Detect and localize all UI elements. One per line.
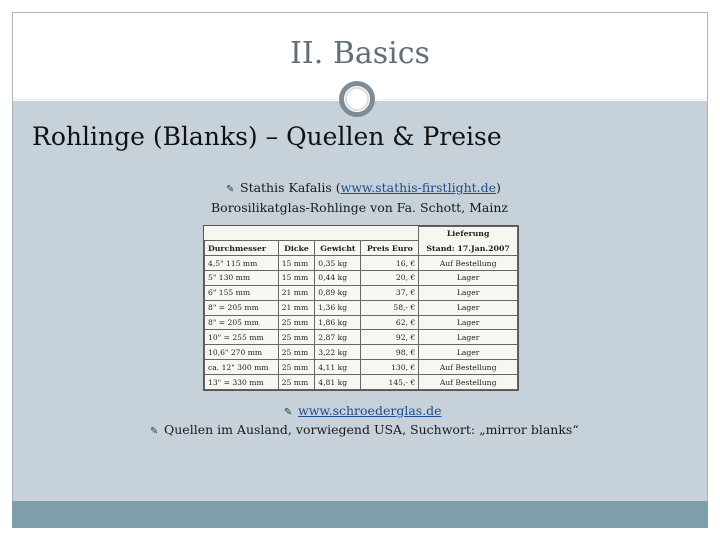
cell-lieferung: Lager (419, 285, 518, 300)
table-row (205, 360, 518, 375)
cell-lieferung: Lager (419, 300, 518, 315)
cell-dicke: 25 mm (278, 315, 315, 330)
ring-ornament-inner (345, 87, 369, 111)
cell-dicke: 21 mm (278, 285, 315, 300)
bullet-text-suffix: ) (496, 180, 501, 195)
cell-lieferung: Auf Bestellung (419, 256, 518, 271)
bullet-icon: ✎ (226, 184, 235, 195)
table-row (205, 256, 518, 271)
table-row (205, 300, 518, 315)
cell-gewicht: 0,35 kg (315, 256, 361, 271)
cell-lieferung: Auf Bestellung (419, 375, 518, 390)
cell-durchmesser: 4,5" 115 mm (205, 256, 279, 271)
cell-preis: 37, € (361, 285, 419, 300)
cell-durchmesser: 6" 155 mm (205, 285, 279, 300)
table-row (205, 330, 518, 345)
cell-dicke: 25 mm (278, 375, 315, 390)
cell-durchmesser: 10,6" 270 mm (205, 345, 279, 360)
cell-gewicht: 1,86 kg (315, 315, 361, 330)
cell-dicke: 15 mm (278, 271, 315, 286)
cell-preis: 130, € (361, 360, 419, 375)
bullet-text: Stathis Kafalis ( (240, 180, 341, 195)
table-row (205, 315, 518, 330)
divider-right (382, 99, 708, 100)
cell-preis: 20, € (361, 271, 419, 286)
cell-gewicht: 1,36 kg (315, 300, 361, 315)
cell-gewicht: 4,81 kg (315, 375, 361, 390)
slide-heading: Rohlinge (Blanks) – Quellen & Preise (32, 122, 502, 151)
bullet-ausland (150, 422, 579, 437)
cell-gewicht: 0,89 kg (315, 285, 361, 300)
cell-durchmesser: ca. 12" 300 mm (205, 360, 279, 375)
cell-dicke: 25 mm (278, 360, 315, 375)
bullet-text: Quellen im Ausland, vorwiegend USA, Suchwort: „mirror blanks“ (164, 422, 579, 437)
cell-preis: 98, € (361, 345, 419, 360)
header-preis: Preis Euro (361, 241, 419, 256)
table-header-row (205, 241, 518, 256)
price-table-grid (204, 226, 518, 390)
header-gewicht: Gewicht (315, 241, 361, 256)
table-row (205, 375, 518, 390)
cell-lieferung: Lager (419, 345, 518, 360)
bullet-stathis-line2: Borosilikatglas-Rohlinge von Fa. Schott, Mainz (211, 200, 509, 215)
bullet-icon: ✎ (150, 426, 159, 437)
bullet-schroeder (284, 403, 442, 418)
cell-lieferung: Auf Bestellung (419, 360, 518, 375)
cell-gewicht: 3,22 kg (315, 345, 361, 360)
cell-lieferung: Lager (419, 315, 518, 330)
table-header-top (205, 227, 518, 241)
cell-durchmesser: 8" = 205 mm (205, 315, 279, 330)
slide-title: II. Basics (290, 36, 430, 71)
link-stathis[interactable]: www.stathis-firstlight.de (340, 180, 497, 195)
table-row (205, 285, 518, 300)
cell-preis: 62, € (361, 315, 419, 330)
cell-gewicht: 2,87 kg (315, 330, 361, 345)
cell-durchmesser: 13" = 330 mm (205, 375, 279, 390)
divider-left (12, 99, 338, 100)
cell-dicke: 21 mm (278, 300, 315, 315)
header-lieferung: Lieferung (419, 227, 518, 241)
table-row (205, 271, 518, 286)
bullet-stathis (226, 180, 501, 195)
cell-preis: 92, € (361, 330, 419, 345)
table-row (205, 345, 518, 360)
cell-preis: 58,- € (361, 300, 419, 315)
link-schroeder[interactable]: www.schroederglas.de (298, 403, 442, 418)
cell-dicke: 25 mm (278, 345, 315, 360)
cell-gewicht: 0,44 kg (315, 271, 361, 286)
cell-preis: 145,- € (361, 375, 419, 390)
bullet-icon: ✎ (284, 407, 293, 418)
cell-lieferung: Lager (419, 330, 518, 345)
cell-gewicht: 4,11 kg (315, 360, 361, 375)
cell-dicke: 25 mm (278, 330, 315, 345)
cell-lieferung: Lager (419, 271, 518, 286)
cell-preis: 16, € (361, 256, 419, 271)
header-dicke: Dicke (278, 241, 315, 256)
cell-dicke: 15 mm (278, 256, 315, 271)
header-durchmesser: Durchmesser (205, 241, 279, 256)
cell-durchmesser: 5" 130 mm (205, 271, 279, 286)
footer-bar (12, 501, 708, 528)
cell-durchmesser: 10" = 255 mm (205, 330, 279, 345)
cell-durchmesser: 8" = 205 mm (205, 300, 279, 315)
header-stand: Stand: 17.Jan.2007 (419, 241, 518, 256)
price-table (203, 225, 519, 391)
